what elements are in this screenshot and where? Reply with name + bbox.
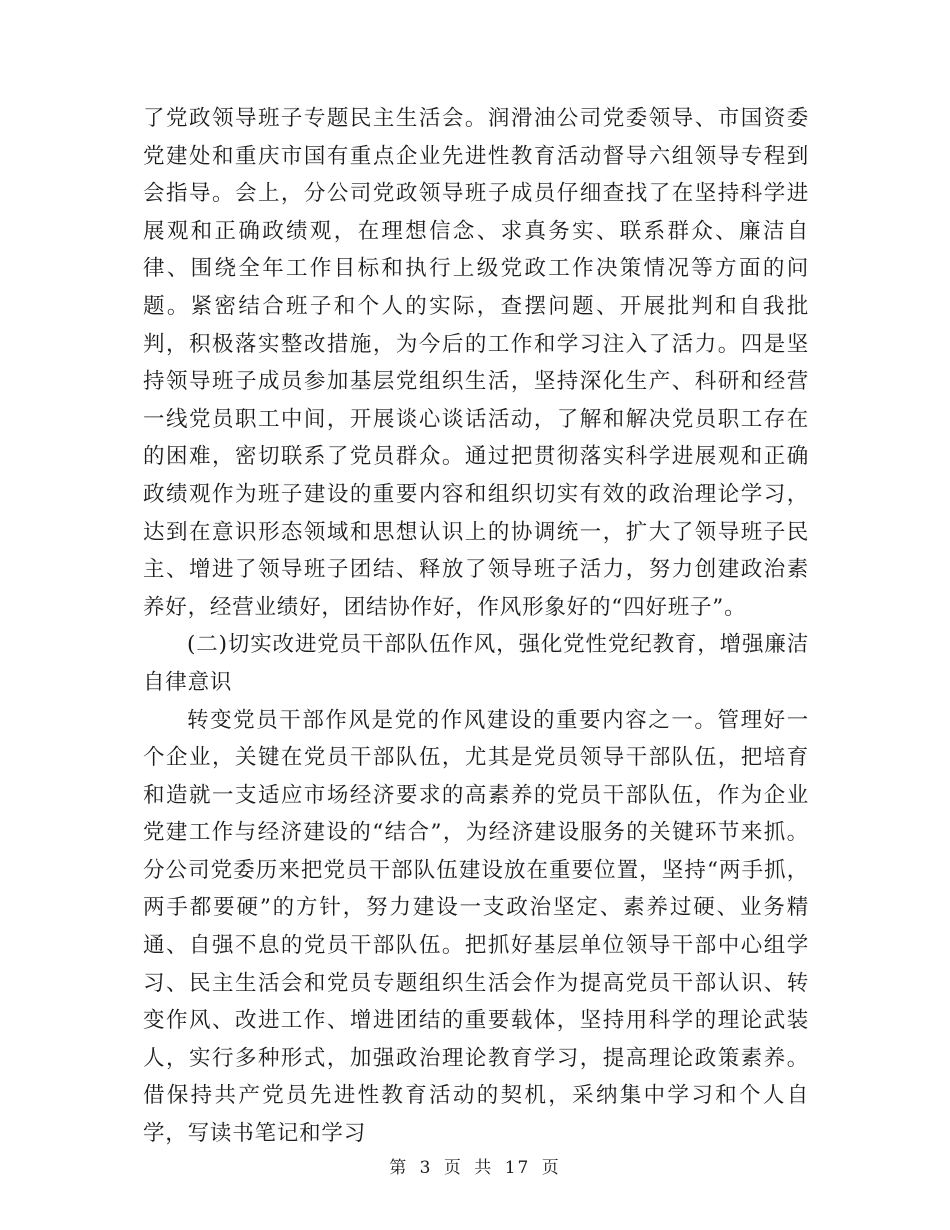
footer-label-gong: 共 — [474, 1158, 494, 1178]
footer-label-ye: 页 — [443, 1158, 463, 1178]
footer-label-ye-end: 页 — [541, 1158, 561, 1178]
paragraph-body: 转变党员干部作风是党的作风建设的重要内容之一。管理好一个企业，关键在党员干部队伍，尤其是党员领导干部队伍，把培育和造就一支适应市场经济要求的高素养的党员干部队伍，作为企业党建工作与经济建设的“结合”，为经济建设服务的关键环节来抓。分公司党委历来把党员干部队伍建设放在重要位置，坚持“两手抓，两手都要硬”的方针，努力建设一支政治坚定、素养过硬、业务精通、自强不息的党员干部队伍。把抓好基层单位领导干部中心组学习、民主生活会和党员专题组织生活会作为提高党员干部认识、转变作风、改进工作、增进团结的重要载体，坚持用科学的理论武装人，实行多种形式，加强政治理论教育学习，提高理论政策素养。借保持共产党员先进性教育活动的契机，采纳集中学习和个人自学，写读书笔记和学习 — [143, 707, 809, 1147]
page-footer — [0, 1153, 950, 1178]
section-heading: (二)切实改进党员干部队伍作风，强化党性党纪教育，增强廉洁自律意识 — [143, 632, 809, 695]
current-page-number: 3 — [419, 1158, 433, 1178]
paragraph-continued: 了党政领导班子专题民主生活会。润滑油公司党委领导、市国资委党建处和重庆市国有重点企业先进性教育活动督导六组领导专程到会指导。会上，分公司党政领导班子成员仔细查找了在坚持科学进展观和正确政绩观，在理想信念、求真务实、联系群众、廉洁自律、围绕全年工作目标和执行上级党政工作决策情况等方面的问题。紧密结合班子和个人的实际，查摆问题、开展批判和自我批判，积极落实整改措施，为今后的工作和学习注入了活力。四是坚持领导班子成员参加基层党组织生活，坚持深化生产、科研和经营一线党员职工中间，开展谈心谈话活动，了解和解决党员职工存在的困难，密切联系了党员群众。通过把贯彻落实科学进展观和正确政绩观作为班子建设的重要内容和组织切实有效的政治理论学习，达到在意识形态领域和思想认识上的协调统一，扩大了领导班子民主、增进了领导班子团结、释放了领导班子活力，努力创建政治素养好，经营业绩好，团结协作好，作风形象好的“四好班子”。 — [143, 106, 809, 620]
total-pages-number: 17 — [504, 1158, 531, 1178]
footer-label-di: 第 — [389, 1158, 409, 1178]
document-body — [143, 100, 809, 1153]
